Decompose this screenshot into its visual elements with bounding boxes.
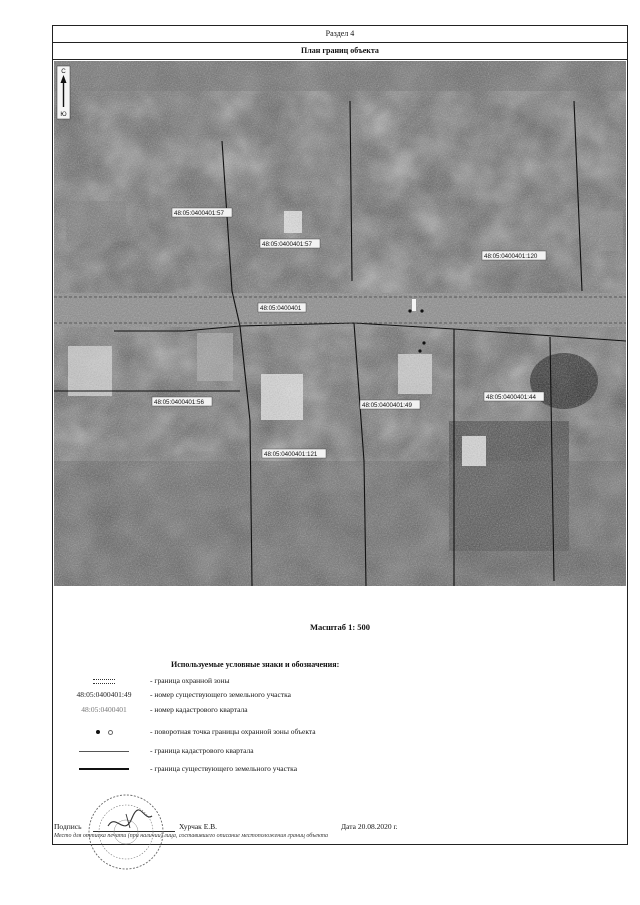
- legend-item-text: - номер существующего земельного участка: [150, 690, 291, 699]
- quarter-boundary-symbol: [61, 744, 147, 758]
- section-heading: Раздел 4: [53, 26, 627, 43]
- legend-item-text: - граница кадастрового квартала: [150, 746, 254, 755]
- compass-south-label: Ю: [60, 111, 67, 118]
- legend-item-parcel-number: [53, 688, 627, 702]
- stamp-seal: [86, 792, 166, 872]
- legend-item-quarter-number: [53, 703, 627, 717]
- zone-marker: [412, 299, 416, 311]
- parcel-label: 48:05:0400401:49: [362, 402, 412, 409]
- signer-name: Хурчак Е.В.: [179, 822, 218, 831]
- compass-north-label: С: [61, 68, 66, 75]
- parcel-boundary-symbol: [61, 762, 147, 776]
- signature-date: Дата 20.08.2020 г.: [341, 822, 398, 831]
- turning-point-symbol: [61, 725, 147, 739]
- legend-item-text: - граница охранной зоны: [150, 676, 230, 685]
- handwritten-signature: [108, 810, 152, 826]
- parcel-label: 48:05:0400401:120: [484, 253, 538, 260]
- map-scale: Масштаб 1: 500: [309, 622, 371, 632]
- legend-item-zone-boundary: [53, 674, 627, 688]
- parcel-number-symbol: 48:05:0400401:49: [76, 690, 132, 699]
- plan-title: План границ объекта: [53, 43, 627, 60]
- legend-item-text: - граница существующего земельного участка: [150, 764, 298, 773]
- quarter-label: 48:05:0400401: [260, 305, 302, 312]
- legend-item-text: - номер кадастрового квартала: [150, 705, 248, 714]
- legend-item-text: - поворотная точка границы охранной зоны объекта: [150, 727, 316, 736]
- legend-item-quarter-boundary: [53, 744, 627, 758]
- legend-title: Используемые условные знаки и обозначения:: [171, 660, 340, 669]
- signature-label: Подпись: [54, 822, 82, 831]
- parcel-label: 48:05:0400401:56: [154, 399, 204, 406]
- aerial-map: [54, 61, 626, 586]
- stamp-place-note: Место для оттиска печати (при наличии) лица, составившего описание местоположения границ объекта: [54, 833, 329, 839]
- zone-boundary-symbol: [61, 674, 147, 688]
- quarter-number-symbol: 48:05:0400401: [81, 705, 127, 714]
- parcel-label: 48:05:0400401:121: [264, 451, 318, 458]
- parcel-label: 48:05:0400401:57: [262, 241, 312, 248]
- legend-item-turning-point: [53, 725, 627, 739]
- legend-item-parcel-boundary: [53, 762, 627, 776]
- parcel-label: 48:05:0400401:57: [174, 210, 224, 217]
- parcel-label: 48:05:0400401:44: [486, 394, 536, 401]
- document-frame: [52, 25, 628, 845]
